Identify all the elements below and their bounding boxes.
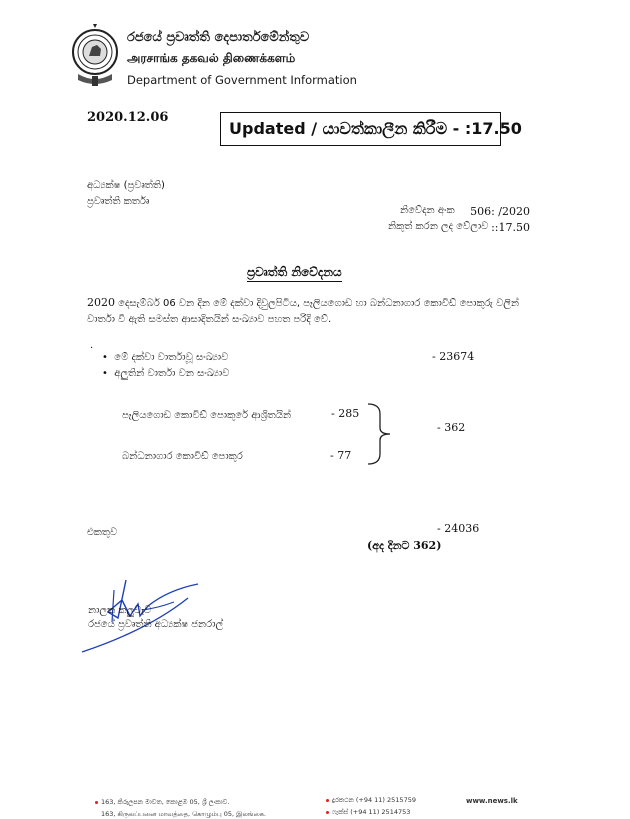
curly-brace-icon xyxy=(362,402,394,466)
release-number xyxy=(400,205,530,218)
paragraph-text: දෙසැම්බර් 06 වන දින මේ දක්වා දිවුලපිටිය, පෑලියගොඩ හා බන්ධනාගාර කොවිඩ් පොකුරු වලින් වාර්තා වී ඇති සමස්ත ආසාදිතයින් සංඛ්‍යාව පහත පරිදි වේ. xyxy=(87,298,520,325)
total-value: - 24036 xyxy=(437,522,480,535)
footer-website: www.news.lk xyxy=(466,797,518,805)
sri-lanka-emblem-icon xyxy=(70,22,120,90)
today-count: (අද දිනට 362) xyxy=(367,539,442,552)
footer-telephone xyxy=(326,796,416,805)
release-time-value: ::17.50 xyxy=(491,221,530,234)
breakdown-value-prison: - 77 xyxy=(330,449,352,462)
document-date: 2020.12.06 xyxy=(87,110,169,125)
release-time-label: නිකුත් කරන ලද වේලාව xyxy=(388,221,489,232)
breakdown-value-peliyagoda: - 285 xyxy=(331,407,360,420)
footer-address-sinhala xyxy=(95,798,229,807)
release-time xyxy=(388,221,530,234)
footer-dot-icon xyxy=(326,799,329,802)
body-paragraph xyxy=(87,295,547,328)
release-number-label: නිවේදන අංක xyxy=(400,205,455,216)
bullet-item-reported xyxy=(102,352,228,363)
breakdown-total: - 362 xyxy=(437,421,466,434)
addressee-line-1: අධ්‍යක්ෂ (ප්‍රවෘත්ති) xyxy=(87,180,165,191)
paragraph-year: 2020 xyxy=(87,296,115,309)
total-label: එකතුව xyxy=(87,527,118,538)
addressee-line-2: ප්‍රවෘත්ති කර්තෘ xyxy=(87,196,150,207)
footer-address-tamil: 163, கிருலப்பனை மாவத்தை, கொழும்பு 05, இலங்கை. xyxy=(101,810,266,818)
bullet-label: මේ දක්වා වාර්තාවූ සංඛ්‍යාව xyxy=(114,352,229,363)
department-name-english: Department of Government Information xyxy=(127,73,357,87)
footer-telephone-text: දුරකථන (+94 11) 2515759 xyxy=(332,796,416,804)
press-release-heading: ප්‍රවෘත්ති නිවේදනය xyxy=(247,265,342,282)
updated-stamp: Updated / යාවත්කාලීන කිරීම - :17.50 xyxy=(220,112,501,146)
bullet-icon: • xyxy=(102,368,108,379)
footer-address-sinhala-text: 163, කිරුලපන මාවත, කොළඹ 05, ශ්‍රී ලංකාව. xyxy=(101,798,230,806)
breakdown-label-prison: බන්ධනාගාර කොවිඩ් පොකුර xyxy=(122,451,243,462)
breakdown-label-peliyagoda: පෑලියගොඩ කොවිඩ් පොකුරේ ආශ්‍රිතයින් xyxy=(122,410,292,421)
department-name-tamil: அரசாங்க தகவல் திணைக்களம் xyxy=(127,51,296,65)
signatory-title: රජයේ ප්‍රවෘත්ති අධ්‍යක්ෂ ජනරාල් xyxy=(88,619,224,630)
footer-fax xyxy=(326,808,410,817)
stray-mark: . xyxy=(90,340,94,351)
bullet-icon: • xyxy=(102,352,108,363)
reported-count: - 23674 xyxy=(432,350,475,363)
department-name-sinhala: රජයේ ප්‍රවෘත්ති දෙපාර්තමේන්තුව xyxy=(127,30,310,45)
bullet-item-new xyxy=(102,368,229,379)
signatory-name: නාලක කලුවැව xyxy=(88,605,152,616)
footer-dot-icon xyxy=(326,811,329,814)
footer-fax-text: ෆැක්ස් (+94 11) 2514753 xyxy=(332,808,411,816)
release-number-value: 506: /2020 xyxy=(470,205,530,218)
bullet-label: අලුතින් වාර්තා වන සංඛ්‍යාව xyxy=(114,368,230,379)
footer-dot-icon xyxy=(95,801,98,804)
